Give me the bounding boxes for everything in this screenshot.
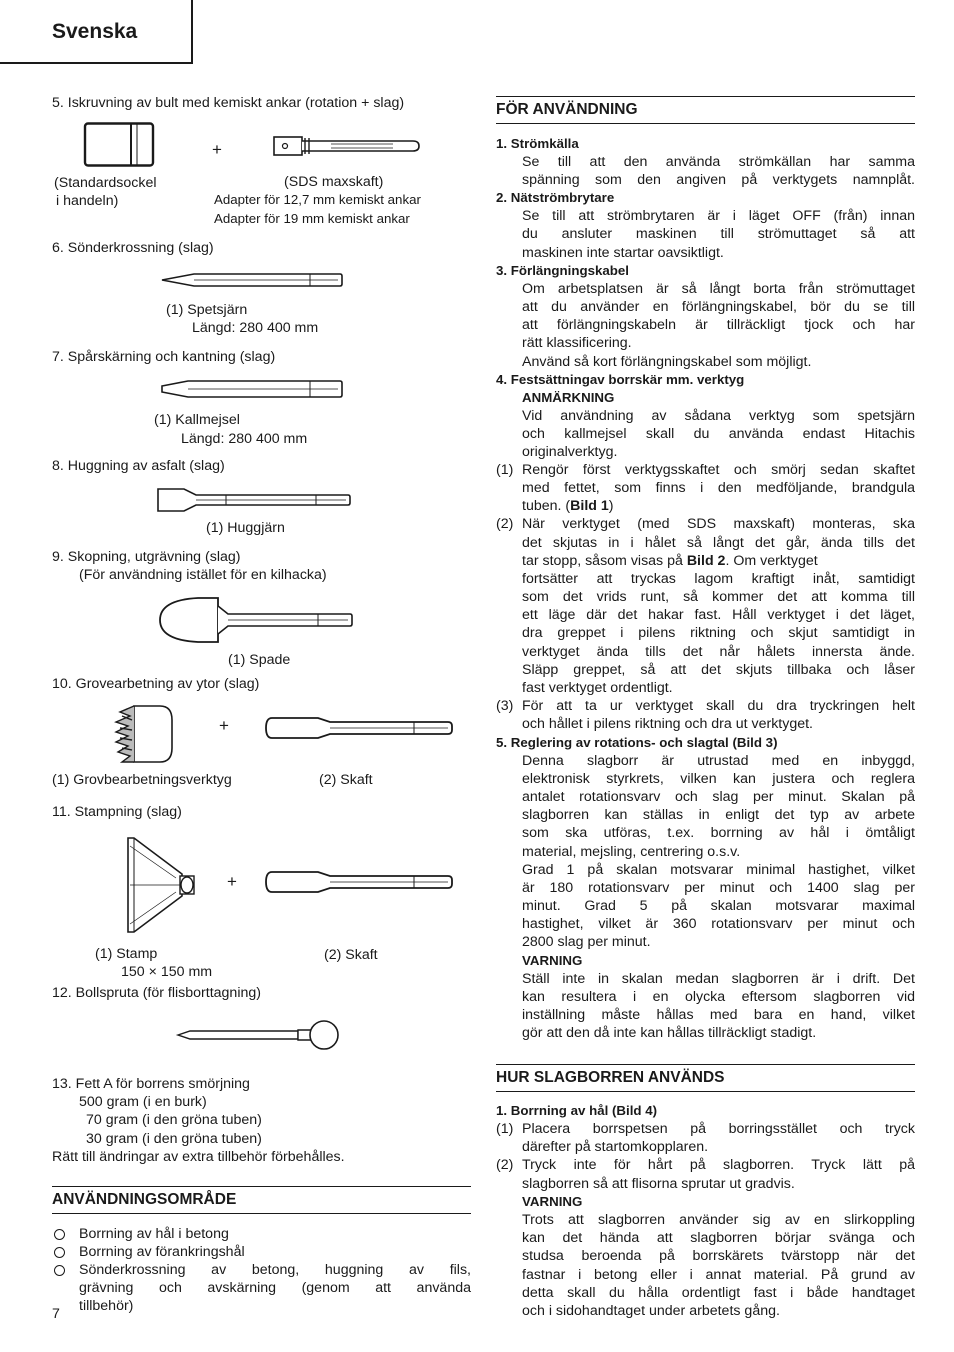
- note-label: ANMÄRKNING: [522, 390, 615, 405]
- fitting-step-2-text: fast verktyget ordentligt.: [522, 680, 673, 696]
- item-8-title: 8. Huggning av asfalt (slag): [52, 458, 225, 474]
- bushing-tool-caption: (1) Grovbearbetningsverktyg: [52, 772, 232, 788]
- extension-cord-text: Om arbetsplatsen är så långt borta från strömuttaget: [522, 281, 915, 297]
- extension-cord-text: rätt klassificering.: [522, 335, 632, 351]
- step-number: (3): [496, 698, 514, 714]
- power-source-text: spänning som den angiven på verktygets namnplåt.: [522, 172, 915, 188]
- asphalt-cutter-caption: (1) Huggjärn: [206, 520, 285, 536]
- shank-illustration-2: [264, 868, 454, 896]
- bullet-circle-icon: [54, 1265, 65, 1276]
- item-7-title: 7. Spårskärning och kantning (slag): [52, 349, 276, 365]
- extension-cord-text: att du använder en förlängningskabel, bör du se till: [522, 299, 915, 315]
- shank-illustration: [264, 714, 454, 742]
- before-use-heading-bar: [496, 96, 915, 124]
- adapter-19-caption: Adapter för 19 mm kemiskt ankar: [214, 211, 410, 226]
- fitting-step-1-text: tuben. (Bild 1): [522, 498, 614, 514]
- plus-sign-2: +: [219, 716, 229, 735]
- language-tab: [0, 0, 193, 64]
- bull-point-illustration: [160, 270, 344, 290]
- bullet-circle-icon: [54, 1247, 65, 1258]
- drilling-warning-text: och i sidohandtaget under arbetets gång.: [522, 1303, 780, 1319]
- tamper-size: 150 × 150 mm: [121, 964, 213, 980]
- item-12-title: 12. Bollspruta (för flisborttagning): [52, 985, 261, 1001]
- drilling-step-1-text: därefter på startomkopplaren.: [522, 1139, 709, 1155]
- shank-caption: (2) Skaft: [319, 772, 373, 788]
- speed-regulation-text: är 180 rotationsvarv per minut och 1400 slag per: [522, 880, 915, 896]
- sds-max-adapter-illustration: [273, 134, 423, 160]
- tamper-illustration: [124, 834, 200, 936]
- item-6-title: 6. Sönderkrossning (slag): [52, 240, 214, 256]
- sds-max-caption: (SDS maxskaft): [284, 174, 384, 190]
- warning-label-2: VARNING: [522, 1194, 583, 1209]
- standard-socket-caption-line1: (Standardsockel: [54, 175, 157, 191]
- drilling-title: 1. Borrning av hål (Bild 4): [496, 1103, 658, 1118]
- fitting-step-2-text: tar stopp, såsom visas på Bild 2. Om verktyget: [522, 553, 818, 569]
- blow-bulb-illustration: [176, 1018, 342, 1052]
- fitting-step-2-text: dra greppet i pilens riktning och skjut samtidigt in: [522, 625, 915, 641]
- speed-regulation-text: antalet rotationsvarv och slag per minut. Skalan på: [522, 789, 915, 805]
- speed-regulation-text: Grad 1 på skalan motsvarar minimal hastighet, vilket: [522, 862, 915, 878]
- warning-text: Ställ inte in skalan medan slagborren är i drift. Det: [522, 971, 915, 987]
- usage-item-3-line3: tillbehör): [79, 1298, 134, 1314]
- cold-chisel-caption: (1) Kallmejsel: [154, 412, 240, 428]
- drilling-warning-text: Trots att slagborren använder sig av en slirkoppling: [522, 1212, 915, 1228]
- step-number: (1): [496, 462, 514, 478]
- speed-regulation-text: hastighet, vilket är 360 rotationsvarv per minut och: [522, 916, 915, 932]
- plus-sign-3: +: [227, 872, 237, 891]
- page-number: 7: [52, 1306, 60, 1322]
- speed-regulation-text: material, mejsling, centrering o.s.v.: [522, 844, 741, 860]
- speed-regulation-text: som ska utföras, t.ex. borrning av hål i ömtåligt: [522, 825, 915, 841]
- drilling-warning-text: detta skall du hålla ordentligt fast i både handtaget: [522, 1285, 915, 1301]
- bull-point-length: Längd: 280 400 mm: [192, 320, 319, 336]
- power-source-title: 1. Strömkälla: [496, 136, 579, 151]
- step-number: (2): [496, 516, 514, 532]
- fitting-note-text: originalverktyg.: [522, 444, 618, 460]
- warning-text: kan resultera i en olycka eftersom slagborren vid: [522, 989, 915, 1005]
- usage-item-1: Borrning av hål i betong: [79, 1226, 229, 1242]
- language-label: Svenska: [52, 20, 138, 43]
- speed-regulation-text: Denna slagborr är utrustad med en inbyggd,: [522, 753, 915, 769]
- fitting-step-3-text: För att ta ur verktyget skall du dra tryckringen helt: [522, 698, 915, 714]
- fitting-tools-title: 4. Festsättningav borrskär mm. verktyg: [496, 372, 745, 387]
- fitting-step-2-text: verktyget ända tills det når hålets innersta ände.: [522, 644, 915, 660]
- drilling-warning-text: studsa beroenda på borrskärets tvärstopp när det: [522, 1248, 915, 1264]
- fitting-step-1-text: med fettet, som finns i den medföljande, brandgula: [522, 480, 915, 496]
- warning-text: inställning måste hållas med bara en hand, vilket: [522, 1007, 915, 1023]
- cold-chisel-illustration: [160, 378, 344, 400]
- asphalt-cutter-illustration: [156, 486, 352, 514]
- spade-illustration: [158, 594, 354, 646]
- speed-regulation-text: 2800 slag per minut.: [522, 934, 651, 950]
- grease-30: 30 gram (i den gröna tuben): [86, 1131, 262, 1147]
- shank-caption-2: (2) Skaft: [324, 947, 378, 963]
- fitting-note-text: och kallmejsel skall du använda endast Hitachis: [522, 426, 915, 442]
- adapter-12-caption: Adapter för 12,7 mm kemiskt ankar: [214, 192, 421, 207]
- extension-cord-title: 3. Förlängningskabel: [496, 263, 629, 278]
- step-number: (1): [496, 1121, 514, 1137]
- fitting-step-2-text: som det vrids runt, så kommer det att komma till: [522, 589, 915, 605]
- usage-item-2: Borrning av förankringshål: [79, 1244, 245, 1260]
- fitting-step-2-text: Släpp greppet, så att det skjuts tillbaka och låser: [522, 662, 915, 678]
- grease-70: 70 gram (i den gröna tuben): [86, 1112, 262, 1128]
- bull-point-caption: (1) Spetsjärn: [166, 302, 248, 318]
- power-switch-text: maskinen inte startar oavsiktligt.: [522, 245, 724, 261]
- item-13-title: 13. Fett A för borrens smörjning: [52, 1076, 250, 1092]
- speed-regulation-text: slagborren kan ställas in enligt det typ av arbete: [522, 807, 915, 823]
- fitting-step-2-text: ett läge där det hakar fast. Håll verktyget i det läget,: [522, 607, 915, 623]
- step-number: (2): [496, 1157, 514, 1173]
- item-5-title: 5. Iskruvning av bult med kemiskt ankar (rotation + slag): [52, 95, 405, 111]
- fitting-step-2-text: det skjutas in i hålet så långt det går, ända tills det: [522, 535, 915, 551]
- fitting-note-text: Vid användning av sådana verktyg som spetsjärn: [522, 408, 915, 424]
- figure-reference: Bild 2: [686, 553, 726, 569]
- power-switch-text: Se till att strömbrytaren är i läget OFF (från) innan: [522, 208, 915, 224]
- item-10-title: 10. Grovearbetning av ytor (slag): [52, 676, 260, 692]
- extension-cord-text: Använd så kort förlängningskabel som möjligt.: [522, 354, 812, 370]
- speed-regulation-title: 5. Reglering av rotations- och slagtal (Bild 3): [496, 735, 778, 750]
- bushing-tool-illustration: [112, 702, 176, 766]
- extension-cord-text: att förlängningskabeln är tillräckligt tjock och har: [522, 317, 915, 333]
- before-use-heading: FÖR ANVÄNDNING: [496, 101, 638, 118]
- usage-heading-bar: [52, 1186, 471, 1214]
- how-to-use-heading: HUR SLAGBORREN ANVÄNDS: [496, 1069, 725, 1086]
- item-9-title: 9. Skopning, utgrävning (slag): [52, 549, 241, 565]
- item-11-title: 11. Stampning (slag): [52, 804, 182, 820]
- drilling-step-2-text: Tryck inte för hårt på slagborren. Tryck lätt på: [522, 1157, 915, 1173]
- bullet-circle-icon: [54, 1229, 65, 1240]
- standard-socket-caption-line2: i handeln): [56, 193, 119, 209]
- fitting-step-2-text: fortsätter att tryckas lagom kraftigt inåt, samtidigt: [522, 571, 915, 587]
- figure-reference: Bild 1: [570, 498, 609, 514]
- usage-item-3-line2: grävning och avskärning (genom att använda: [79, 1280, 471, 1296]
- speed-regulation-text: elektronisk styrkrets, vilken kan justera och reglera: [522, 771, 915, 787]
- drilling-warning-text: fastnar i betong eller i annat material. På grund av: [522, 1267, 915, 1283]
- usage-heading: ANVÄNDNINGSOMRÅDE: [52, 1191, 237, 1208]
- how-to-use-heading-bar: [496, 1064, 915, 1092]
- drilling-step-1-text: Placera borrspetsen på borringsstället och tryck: [522, 1121, 915, 1137]
- drilling-warning-text: kan det hända att slagborren börjar svänga och: [522, 1230, 915, 1246]
- grease-500: 500 gram (i en burk): [79, 1094, 207, 1110]
- power-switch-title: 2. Nätströmbrytare: [496, 190, 615, 205]
- power-switch-text: du ansluter maskinen till strömuttaget så att: [522, 226, 915, 242]
- warning-text: gör att den då inte kan hållas tillräckligt stadigt.: [522, 1025, 817, 1041]
- cold-chisel-length: Längd: 280 400 mm: [181, 431, 308, 447]
- power-source-text: Se till att den använda strömkällan har samma: [522, 154, 915, 170]
- drilling-step-2-text: slagborren så att flisorna sprutar ut gradvis.: [522, 1176, 795, 1192]
- fitting-step-1-text: Rengör först verktygsskaftet och smörj sedan skaftet: [522, 462, 915, 478]
- spade-caption: (1) Spade: [228, 652, 291, 668]
- warning-label: VARNING: [522, 953, 583, 968]
- fitting-step-3-text: och hållet i pilens riktning och dra ut verktyget.: [522, 716, 813, 732]
- tamper-caption: (1) Stamp: [95, 946, 158, 962]
- speed-regulation-text: minut. Grad 5 på skalan motsvarar maximal: [522, 898, 915, 914]
- fitting-step-2-text: När verktyget (med SDS maxskaft) monteras, ska: [522, 516, 915, 532]
- accessory-note: Rätt till ändringar av extra tillbehör förbehålles.: [52, 1149, 345, 1165]
- item-9-subtitle: (För användning istället för en kilhacka): [79, 567, 327, 583]
- plus-sign: +: [212, 140, 222, 159]
- usage-item-3-line1: Sönderkrossning av betong, huggning av fils,: [79, 1262, 471, 1278]
- standard-socket-illustration: [84, 122, 156, 168]
